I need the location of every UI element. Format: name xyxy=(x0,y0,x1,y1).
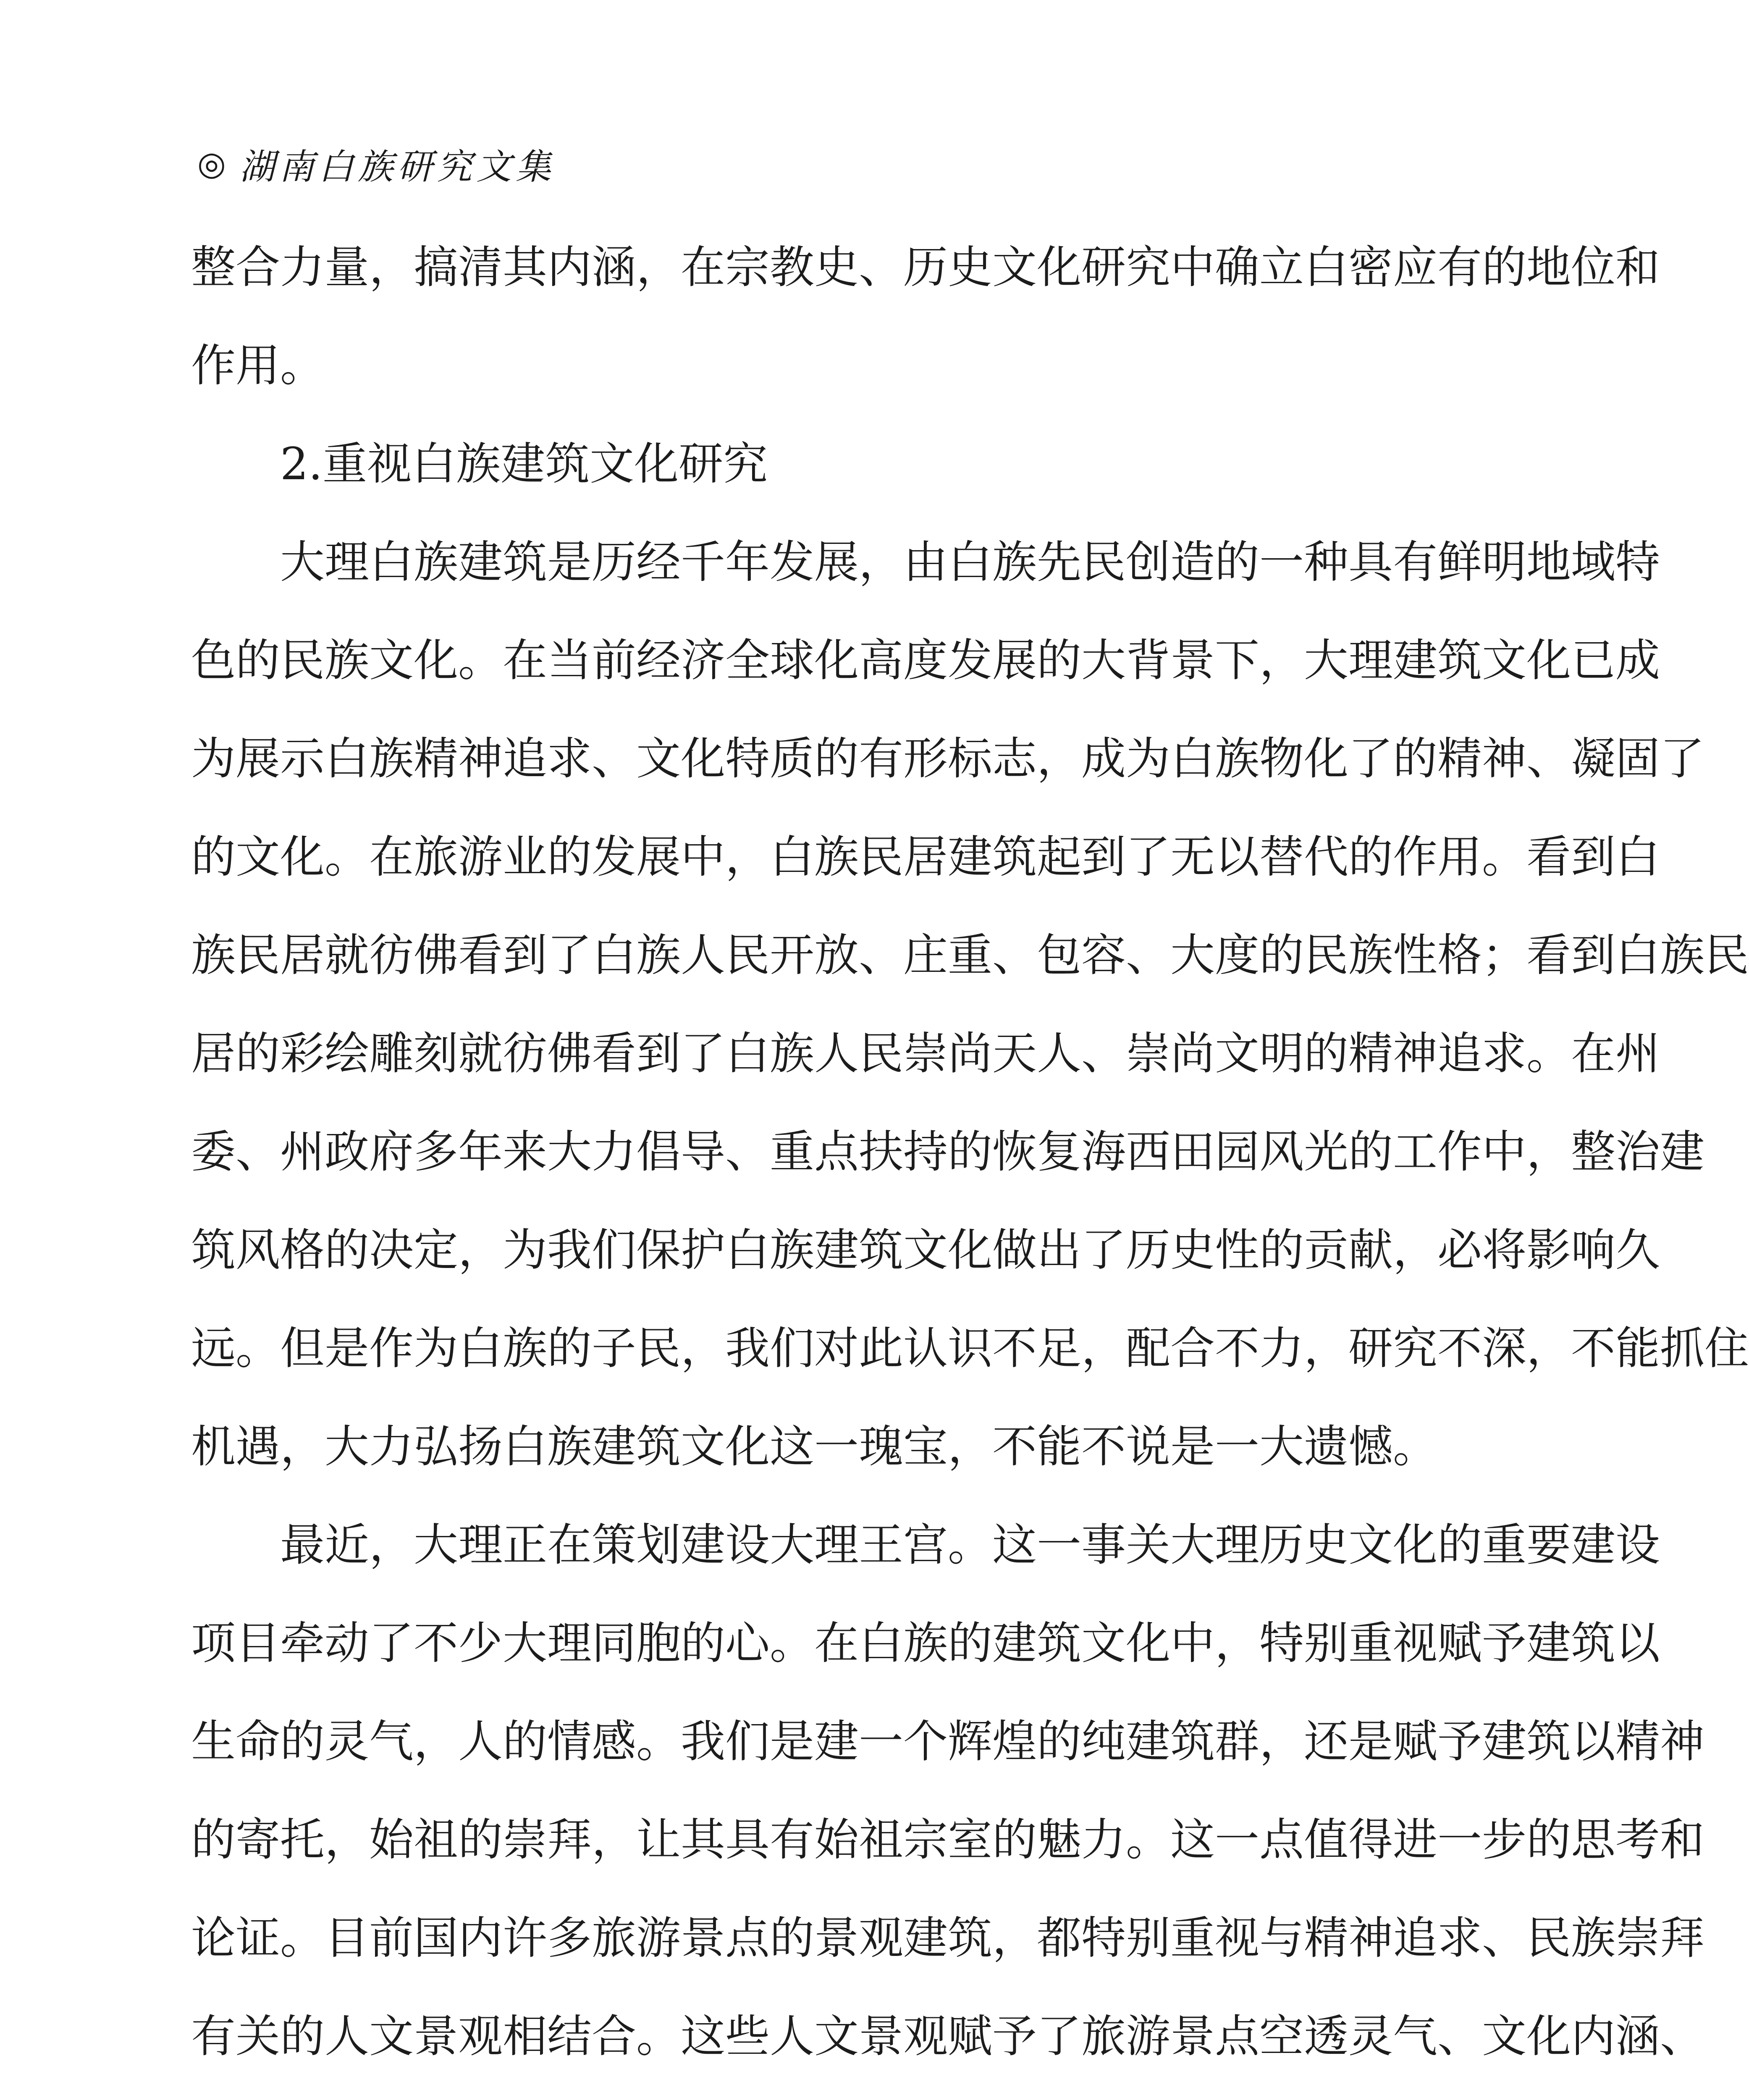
running-header xyxy=(197,139,555,189)
text-line: 的文化。在旅游业的发展中，白族民居建筑起到了无以替代的作用。看到白 xyxy=(191,831,1660,883)
text-line: 最近，大理正在策划建设大理王宫。这一事关大理历史文化的重要建设 xyxy=(280,1519,1660,1571)
text-line: 的寄托，始祖的崇拜，让其具有始祖宗室的魅力。这一点值得进一步的思考和 xyxy=(191,1814,1704,1866)
text-line: 为展示白族精神追求、文化特质的有形标志，成为白族物化了的精神、凝固了 xyxy=(191,733,1704,785)
text-line: 论证。目前国内许多旅游景点的景观建筑，都特别重视与精神追求、民族崇拜 xyxy=(191,1912,1704,1964)
text-line: 整合力量，搞清其内涵，在宗教史、历史文化研究中确立白密应有的地位和 xyxy=(191,242,1660,293)
book-title: 湖南白族研究文集 xyxy=(239,146,556,187)
text-line xyxy=(191,2086,1411,2100)
text-line: 项目牵动了不少大理同胞的心。在白族的建筑文化中，特别重视赋予建筑以 xyxy=(191,1617,1660,1669)
section-heading: 2.重视白族建筑文化研究 xyxy=(280,438,768,490)
text-line: 有关的人文景观相结合。这些人文景观赋予了旅游景点空透灵气、文化内涵、 xyxy=(191,2011,1704,2062)
text-line: 筑风格的决定，为我们保护白族建筑文化做出了历史性的贡献，必将影响久 xyxy=(191,1224,1660,1276)
text-line: 大理白族建筑是历经千年发展，由白族先民创造的一种具有鲜明地域特 xyxy=(280,536,1660,588)
text-line: 族民居就彷佛看到了白族人民开放、庄重、包容、大度的民族性格；看到白族民 xyxy=(191,929,1749,981)
text-line: 生命的灵气，人的情感。我们是建一个辉煌的纯建筑群，还是赋予建筑以精神 xyxy=(191,1716,1704,1767)
text-line: 机遇，大力弘扬白族建筑文化这一瑰宝，不能不说是一大遗憾。 xyxy=(191,1421,1437,1473)
text-line: 作用。 xyxy=(191,340,325,391)
body-text xyxy=(191,218,1749,2100)
text-line: 委、州政府多年来大力倡导、重点扶持的恢复海西田园风光的工作中，整治建 xyxy=(191,1126,1704,1178)
text-line: 居的彩绘雕刻就彷佛看到了白族人民崇尚天人、崇尚文明的精神追求。在州 xyxy=(191,1028,1660,1079)
text-line: 色的民族文化。在当前经济全球化高度发展的大背景下，大理建筑文化已成 xyxy=(191,635,1660,686)
text-line: 远。但是作为白族的子民，我们对此认识不足，配合不力，研究不深，不能抓住 xyxy=(191,1323,1749,1374)
circle-mark-icon: ◎ xyxy=(197,145,231,183)
